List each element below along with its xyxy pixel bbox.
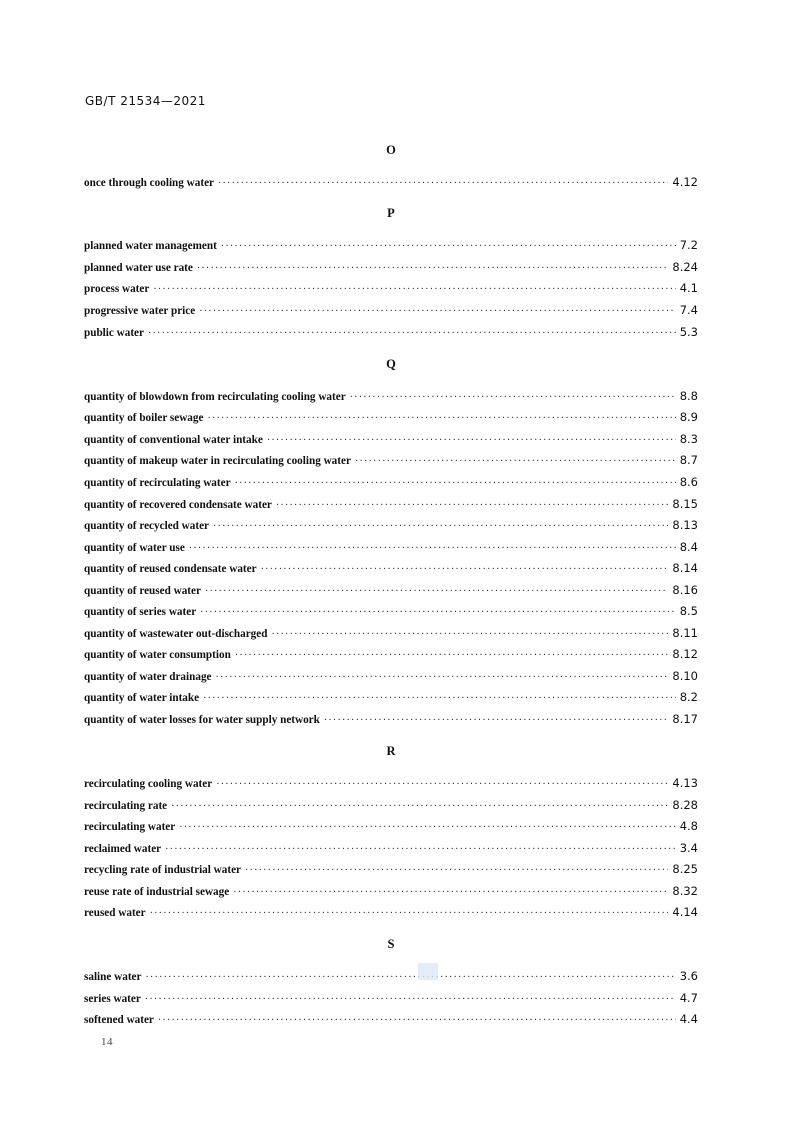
entry-ref: 8.7: [679, 453, 698, 467]
entry-term: recirculating water: [84, 821, 176, 833]
entry-ref: 4.4: [679, 1012, 698, 1026]
index-entry: [84, 518, 698, 534]
entry-ref: 8.2: [679, 690, 698, 704]
index-entry: [84, 776, 698, 792]
leader-dots: [145, 972, 675, 984]
leader-dots: [150, 908, 669, 920]
leader-dots: [324, 715, 669, 727]
index-entry: [84, 669, 698, 685]
entry-ref: 8.13: [672, 518, 698, 532]
section-letter-q: Q: [386, 357, 396, 371]
entry-ref: 7.2: [679, 238, 698, 252]
leader-dots: [216, 672, 669, 684]
index-entry: [84, 281, 698, 297]
index-entry: [84, 905, 698, 921]
index-entry: [84, 410, 698, 426]
index-entry: [84, 841, 698, 857]
entry-term: reused water: [84, 907, 146, 919]
index-entry: [84, 561, 698, 577]
entry-ref: 8.32: [672, 884, 698, 898]
index-entry: [84, 798, 698, 814]
index-entry: [84, 260, 698, 276]
entry-term: recirculating cooling water: [84, 778, 213, 790]
leader-dots: [216, 779, 668, 791]
leader-dots: [267, 435, 676, 447]
entry-ref: 8.15: [672, 497, 698, 511]
index-entry: [84, 583, 698, 599]
leader-dots: [235, 478, 676, 490]
entry-ref: 7.4: [679, 303, 698, 317]
index-entry: [84, 991, 698, 1007]
entry-term: once through cooling water: [84, 177, 214, 189]
entry-term: quantity of makeup water in recirculating cooling water: [84, 455, 351, 467]
leader-dots: [179, 822, 675, 834]
entry-term: quantity of water consumption: [84, 649, 231, 661]
index-entry: [84, 303, 698, 319]
entry-ref: 5.3: [679, 325, 698, 339]
leader-dots: [350, 392, 676, 404]
entry-ref: 8.25: [672, 862, 698, 876]
leader-dots: [235, 650, 669, 662]
leader-dots: [171, 801, 668, 813]
entry-term: reuse rate of industrial sewage: [84, 886, 230, 898]
section-letter-o: O: [386, 143, 396, 157]
section-letter-r: R: [386, 744, 396, 758]
entry-ref: 8.17: [672, 712, 698, 726]
entry-term: recirculating rate: [84, 800, 168, 812]
entry-ref: 8.24: [672, 260, 698, 274]
leader-dots: [261, 564, 669, 576]
index-entry: [84, 626, 698, 642]
leader-dots: [221, 241, 676, 253]
index-entry: [84, 325, 698, 341]
leader-dots: [218, 178, 668, 190]
index-entry: [84, 712, 698, 728]
entry-ref: 4.14: [672, 905, 698, 919]
index-entry: [84, 884, 698, 900]
leader-dots: [189, 543, 676, 555]
entry-term: reclaimed water: [84, 843, 162, 855]
leader-dots: [205, 586, 668, 598]
entry-term: quantity of conventional water intake: [84, 434, 263, 446]
leader-dots: [145, 994, 676, 1006]
entry-term: quantity of recovered condensate water: [84, 499, 272, 511]
index-entry: [84, 604, 698, 620]
entry-term: quantity of wastewater out-discharged: [84, 628, 268, 640]
index-entry: [84, 453, 698, 469]
entry-term: process water: [84, 283, 150, 295]
index-entry: [84, 1012, 698, 1028]
entry-term: quantity of blowdown from recirculating cooling water: [84, 391, 346, 403]
leader-dots: [276, 500, 669, 512]
leader-dots: [213, 521, 668, 533]
leader-dots: [207, 413, 675, 425]
page-number: 14: [101, 1036, 113, 1048]
leader-dots: [200, 607, 676, 619]
leader-dots: [148, 328, 676, 340]
entry-ref: 8.4: [679, 540, 698, 554]
index-entry: [84, 862, 698, 878]
section-letter-s: S: [387, 937, 395, 951]
leader-dots: [199, 306, 675, 318]
entry-term: planned water use rate: [84, 262, 193, 274]
entry-ref: 8.8: [679, 389, 698, 403]
entry-term: public water: [84, 327, 144, 339]
index-entry: [84, 647, 698, 663]
entry-term: quantity of reused condensate water: [84, 563, 257, 575]
leader-dots: [233, 887, 668, 899]
entry-ref: 4.13: [672, 776, 698, 790]
index-entry: [84, 690, 698, 706]
entry-term: progressive water price: [84, 305, 196, 317]
entry-term: softened water: [84, 1014, 154, 1026]
document-code-header: GB/T 21534—2021: [85, 94, 206, 108]
entry-ref: 4.7: [679, 991, 698, 1005]
index-entry: [84, 238, 698, 254]
leader-dots: [197, 263, 669, 275]
watermark-mark: [418, 963, 438, 980]
entry-term: quantity of water use: [84, 542, 185, 554]
index-entry: [84, 432, 698, 448]
index-entry: [84, 540, 698, 556]
entry-ref: 4.1: [679, 281, 698, 295]
entry-ref: 8.12: [672, 647, 698, 661]
leader-dots: [271, 629, 668, 641]
entry-term: quantity of water drainage: [84, 671, 212, 683]
entry-term: quantity of recirculating water: [84, 477, 231, 489]
entry-ref: 8.3: [679, 432, 698, 446]
index-entry: [84, 389, 698, 405]
entry-ref: 8.14: [672, 561, 698, 575]
index-entry: [84, 819, 698, 835]
entry-term: quantity of boiler sewage: [84, 412, 204, 424]
leader-dots: [203, 693, 676, 705]
entry-ref: 8.10: [672, 669, 698, 683]
entry-ref: 8.9: [679, 410, 698, 424]
entry-ref: 3.4: [679, 841, 698, 855]
leader-dots: [153, 284, 675, 296]
entry-term: quantity of series water: [84, 606, 197, 618]
entry-term: quantity of water losses for water supply network: [84, 714, 320, 726]
entry-ref: 8.5: [679, 604, 698, 618]
entry-term: quantity of water intake: [84, 692, 200, 704]
leader-dots: [158, 1015, 676, 1027]
leader-dots: [355, 456, 676, 468]
entry-ref: 4.12: [672, 175, 698, 189]
entry-term: recycling rate of industrial water: [84, 864, 242, 876]
entry-ref: 8.16: [672, 583, 698, 597]
section-letter-p: P: [387, 206, 395, 220]
entry-term: quantity of reused water: [84, 585, 201, 597]
leader-dots: [165, 844, 676, 856]
entry-term: saline water: [84, 971, 142, 983]
entry-ref: 8.6: [679, 475, 698, 489]
entry-ref: 4.8: [679, 819, 698, 833]
entry-ref: 8.11: [672, 626, 698, 640]
index-entry: [84, 175, 698, 191]
entry-term: quantity of recycled water: [84, 520, 210, 532]
entry-ref: 3.6: [679, 969, 698, 983]
index-entry: [84, 475, 698, 491]
entry-ref: 8.28: [672, 798, 698, 812]
index-entry: [84, 969, 698, 985]
leader-dots: [245, 865, 668, 877]
entry-term: series water: [84, 993, 141, 1005]
index-entry: [84, 497, 698, 513]
entry-term: planned water management: [84, 240, 217, 252]
